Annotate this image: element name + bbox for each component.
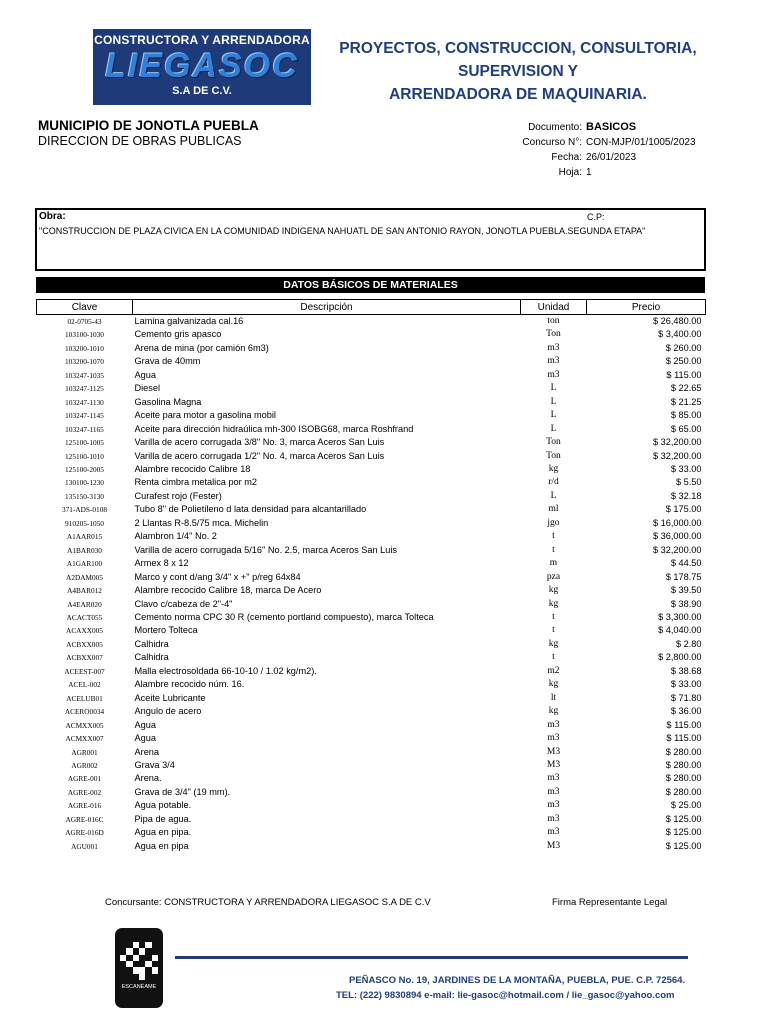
- cell-unidad: m3: [547, 356, 560, 367]
- cell-clave: AGRE-016D: [65, 828, 104, 838]
- cell-precio: $ 125.00: [665, 827, 702, 838]
- cell-unidad: jgo: [547, 517, 560, 528]
- cell-unidad: m3: [547, 719, 560, 730]
- cell-precio: $ 38.68: [670, 665, 702, 676]
- cell-precio: $ 280.00: [665, 746, 702, 757]
- company-headline: [318, 37, 718, 106]
- cell-clave: 103247-1165: [65, 424, 104, 434]
- cell-clave: ACMXX007: [65, 734, 104, 744]
- table-row: [37, 544, 706, 557]
- table-row: [37, 746, 706, 759]
- cell-precio: $ 39.50: [670, 585, 702, 596]
- cell-precio: $ 44.50: [670, 558, 702, 569]
- header-unidad: Unidad: [521, 300, 587, 315]
- cell-unidad: kg: [548, 679, 559, 690]
- cell-precio: $ 125.00: [665, 840, 702, 851]
- table-row: [37, 678, 706, 691]
- qr-code: [120, 942, 158, 980]
- cell-descripcion: Curafest rojo (Fester): [134, 490, 222, 501]
- cell-descripcion: Aceite Lubricante: [134, 692, 206, 703]
- cell-clave: A1GAR100: [66, 559, 103, 569]
- cell-unidad: m3: [547, 342, 560, 353]
- cell-descripcion: Alambre recocido Calibre 18, marca De Acero: [134, 585, 322, 596]
- cell-precio: $ 32.18: [670, 490, 702, 501]
- cell-clave: 135150-3130: [65, 491, 104, 501]
- cell-clave: AGR001: [71, 747, 98, 757]
- cell-clave: 125100-1005: [65, 438, 104, 448]
- cell-clave: ACACT055: [66, 612, 103, 622]
- table-row: [37, 705, 706, 718]
- concurso-label: Concurso N°:: [522, 137, 582, 148]
- table-row: [37, 369, 706, 382]
- cell-descripcion: Calhidra: [134, 652, 169, 663]
- cell-descripcion: Malla electrosoldada 66-10-10 / 1.02 kg/m2).: [134, 665, 317, 676]
- cell-clave: ACEEST-007: [64, 666, 105, 676]
- table-row: [37, 423, 706, 436]
- cell-descripcion: Cemento norma CPC 30 R (cemento portland compuesto), marca Tolteca: [134, 611, 434, 622]
- cell-descripcion: Arena de mina (por camión 6m3): [134, 342, 269, 353]
- table-row: [37, 450, 706, 463]
- table-row: [37, 651, 706, 664]
- cell-descripcion: Agua: [134, 733, 156, 744]
- concursante-line: Concursante: CONSTRUCTORA Y ARRENDADORA LIEGASOC S.A DE C.V: [105, 897, 431, 908]
- cell-unidad: L: [550, 423, 557, 434]
- fecha-label: Fecha:: [551, 152, 582, 163]
- cell-descripcion: Lamina galvanizada cal.16: [134, 316, 244, 326]
- cell-unidad: kg: [548, 585, 559, 596]
- cell-precio: $ 26,480.00: [652, 316, 702, 326]
- cell-clave: A4EAR020: [67, 599, 102, 609]
- table-row: [37, 476, 706, 489]
- cell-precio: $ 36,000.00: [652, 531, 702, 542]
- cell-precio: $ 65.00: [670, 423, 702, 434]
- cell-clave: AGRE-002: [67, 787, 102, 797]
- municipality-block: [38, 118, 259, 148]
- cell-unidad: ml: [548, 504, 559, 515]
- cell-unidad: m: [549, 558, 558, 569]
- cell-descripcion: Pipa de agua.: [134, 813, 192, 824]
- cell-unidad: t: [552, 652, 555, 663]
- cell-unidad: L: [550, 410, 557, 421]
- scan-me-label: ESCANÉAME: [121, 984, 157, 990]
- hoja-label: Hoja:: [558, 167, 582, 178]
- cell-precio: $ 250.00: [665, 356, 702, 367]
- headline-line3: ARRENDADORA DE MAQUINARIA.: [389, 86, 647, 103]
- cell-descripcion: Cemento gris apasco: [134, 329, 222, 340]
- table-header-row: [37, 300, 706, 315]
- cell-descripcion: Calhidra: [134, 638, 169, 649]
- documento-label: Documento:: [528, 122, 582, 133]
- cell-unidad: m3: [547, 813, 560, 824]
- cell-descripcion: 2 Llantas R-8.5/75 mca. Michelin: [134, 517, 269, 528]
- cell-clave: ACMXX005: [65, 720, 104, 730]
- cell-precio: $ 33.00: [670, 463, 702, 474]
- table-row: [37, 813, 706, 826]
- footer-address: PEÑASCO No. 19, JARDINES DE LA MONTAÑA, PUEBLA, PUE. C.P. 72564.: [349, 975, 686, 986]
- cell-unidad: L: [550, 490, 557, 501]
- table-row: [37, 490, 706, 503]
- cell-precio: $ 3,300.00: [658, 611, 702, 622]
- cell-precio: $ 2,800.00: [658, 652, 702, 663]
- materials-table: [36, 299, 706, 853]
- cell-precio: $ 125.00: [665, 813, 702, 824]
- table-row: [37, 638, 706, 651]
- cell-clave: ACBXX007: [66, 653, 103, 663]
- cell-precio: $ 5.50: [675, 477, 702, 488]
- cell-precio: $ 2.80: [675, 638, 702, 649]
- table-row: [37, 409, 706, 422]
- cell-descripcion: Arena: [134, 746, 160, 757]
- cell-clave: A1BAR030: [67, 545, 102, 555]
- cell-unidad: m3: [547, 369, 560, 380]
- cell-precio: $ 260.00: [665, 342, 702, 353]
- cell-unidad: m3: [547, 773, 560, 784]
- cell-precio: $ 21.25: [670, 396, 702, 407]
- header-precio: Precio: [587, 300, 706, 315]
- cell-precio: $ 4,040.00: [658, 625, 702, 636]
- logo-brand: LIEGASOC: [105, 47, 299, 85]
- logo-line1: CONSTRUCTORA Y ARRENDADORA: [94, 33, 310, 47]
- cell-precio: $ 32,200.00: [652, 544, 702, 555]
- cell-clave: 103100-1030: [65, 330, 104, 340]
- cell-precio: $ 280.00: [665, 786, 702, 797]
- header-descripcion: Descripción: [133, 300, 521, 315]
- table-row: [37, 786, 706, 799]
- cell-unidad: pza: [546, 571, 561, 582]
- cell-clave: A2DAM005: [66, 572, 103, 582]
- cell-descripcion: Gasolina Magna: [134, 396, 202, 407]
- cell-precio: $ 38.90: [670, 598, 702, 609]
- cell-descripcion: Clavo c/cabeza de 2"-4": [134, 598, 233, 609]
- cell-unidad: Ton: [546, 450, 561, 461]
- concurso-value: CON-MJP/01/1005/2023: [586, 137, 696, 148]
- cell-clave: ACELUB01: [66, 693, 103, 703]
- cell-unidad: m3: [547, 786, 560, 797]
- table-row: [37, 557, 706, 570]
- cell-clave: 103247-1035: [65, 370, 104, 380]
- cell-unidad: M3: [546, 759, 561, 770]
- table-row: [37, 517, 706, 530]
- table-row: [37, 799, 706, 812]
- fecha-value: 26/01/2023: [586, 152, 637, 163]
- obra-text: "CONSTRUCCION DE PLAZA CIVICA EN LA COMUNIDAD INDIGENA NAHUATL DE SAN ANTONIO RAYON, JONOTLA PUEBLA.SEGUNDA ETAPA": [39, 226, 646, 236]
- cell-unidad: kg: [548, 638, 559, 649]
- cell-precio: $ 32,200.00: [652, 437, 702, 448]
- cell-descripcion: Armex 8 x 12: [134, 558, 189, 569]
- firma-label: Firma Representante Legal: [552, 897, 668, 908]
- cell-unidad: Ton: [546, 329, 561, 340]
- cell-clave: ACEL-002: [68, 680, 101, 690]
- cell-clave: 125100-2005: [65, 464, 104, 474]
- cell-precio: $ 280.00: [665, 773, 702, 784]
- cell-unidad: r/d: [548, 477, 559, 488]
- table-row: [37, 571, 706, 584]
- cell-unidad: kg: [548, 598, 559, 609]
- headline-line1: PROYECTOS, CONSTRUCCION, CONSULTORIA,: [339, 40, 697, 57]
- cell-clave: 103200-1010: [65, 343, 104, 353]
- cell-unidad: t: [552, 625, 555, 636]
- cell-unidad: L: [550, 396, 557, 407]
- hoja-value: 1: [586, 167, 592, 178]
- cell-precio: $ 175.00: [665, 504, 702, 515]
- cell-unidad: kg: [548, 463, 559, 474]
- cell-descripcion: Agua: [134, 719, 156, 730]
- cell-clave: AGR002: [71, 760, 98, 770]
- table-row: [37, 598, 706, 611]
- obra-label: Obra:: [39, 211, 66, 222]
- cell-unidad: Ton: [546, 437, 561, 448]
- cell-clave: AGRE-001: [67, 774, 102, 784]
- documento-value: BASICOS: [586, 121, 637, 133]
- cell-unidad: t: [552, 544, 555, 555]
- cell-unidad: t: [552, 611, 555, 622]
- table-row: [37, 665, 706, 678]
- cell-descripcion: Grava de 40mm: [134, 356, 201, 367]
- municipality-dept: DIRECCION DE OBRAS PUBLICAS: [38, 134, 242, 148]
- cell-descripcion: Grava 3/4: [134, 759, 175, 770]
- table-row: [37, 732, 706, 745]
- cell-unidad: m3: [547, 827, 560, 838]
- cell-unidad: m3: [547, 733, 560, 744]
- cell-descripcion: Agua en pipa: [134, 840, 189, 851]
- cell-unidad: L: [550, 383, 557, 394]
- cell-precio: $ 178.75: [665, 571, 702, 582]
- cell-descripcion: Tubo 8" de Polietileno d lata densidad para alcantarillado: [134, 504, 367, 515]
- qr-phone: [115, 928, 163, 1008]
- table-row: [37, 624, 706, 637]
- table-row: [37, 328, 706, 341]
- cell-unidad: m2: [547, 665, 560, 676]
- cell-clave: ACBXX005: [66, 639, 103, 649]
- table-row: [37, 826, 706, 839]
- cell-clave: A4BAR012: [67, 586, 102, 596]
- cell-clave: 103247-1145: [65, 411, 104, 421]
- cp-label: C.P:: [587, 212, 605, 222]
- cell-clave: 125100-1010: [65, 451, 104, 461]
- cell-precio: $ 85.00: [670, 410, 702, 421]
- table-row: [37, 611, 706, 624]
- cell-descripcion: Grava de 3/4" (19 mm).: [134, 786, 231, 797]
- cell-descripcion: Diesel: [134, 383, 161, 394]
- cell-clave: 02-0705-43: [67, 317, 102, 326]
- headline-line2: SUPERVISION Y: [457, 63, 579, 80]
- cell-clave: 130100-1230: [65, 478, 104, 488]
- cell-unidad: t: [552, 531, 555, 542]
- obra-box: [35, 208, 706, 271]
- company-logo: [93, 29, 311, 105]
- cell-precio: $ 32,200.00: [652, 450, 702, 461]
- cell-clave: ACAXX005: [66, 626, 103, 636]
- cell-descripcion: Agua potable.: [134, 800, 192, 811]
- table-row: [37, 530, 706, 543]
- cell-precio: $ 115.00: [666, 719, 702, 730]
- cell-unidad: m3: [547, 800, 560, 811]
- table-row: [37, 584, 706, 597]
- cell-precio: $ 22.65: [670, 383, 702, 394]
- cell-clave: 103200-1070: [65, 357, 104, 367]
- cell-precio: $ 3,400.00: [658, 329, 702, 340]
- header-clave: Clave: [37, 300, 133, 315]
- cell-descripcion: Alambron 1/4" No. 2: [134, 531, 217, 542]
- cell-precio: $ 280.00: [665, 759, 702, 770]
- logo-line3: S.A DE C.V.: [172, 85, 232, 97]
- table-row: [37, 463, 706, 476]
- cell-clave: AGRE-016: [67, 801, 102, 811]
- cell-precio: $ 16,000.00: [652, 517, 702, 528]
- cell-descripcion: Marco y cont d/ang 3/4" x +" p/reg 64x84: [134, 571, 301, 582]
- cell-clave: ACERO0034: [64, 707, 105, 717]
- cell-clave: 371-ADS-0108: [62, 505, 107, 515]
- document-info: [470, 120, 696, 180]
- cell-descripcion: Agua en pipa.: [134, 827, 192, 838]
- cell-precio: $ 115.00: [666, 369, 702, 380]
- cell-unidad: M3: [546, 746, 561, 757]
- cell-descripcion: Alambre recocido Calibre 18: [134, 463, 251, 474]
- table-row: [37, 692, 706, 705]
- cell-precio: $ 33.00: [670, 679, 702, 690]
- cell-precio: $ 25.00: [670, 800, 702, 811]
- table-row: [37, 436, 706, 449]
- cell-clave: A1AAR015: [66, 532, 103, 542]
- cell-descripcion: Alambre recocido núm. 16.: [134, 679, 245, 690]
- cell-descripcion: Varilla de acero corrugada 5/16" No. 2.5, marca Aceros San Luis: [134, 544, 398, 555]
- table-row: [37, 759, 706, 772]
- table-row: [37, 503, 706, 516]
- table-row: [37, 355, 706, 368]
- cell-descripcion: Renta cimbra metalica por m2: [134, 477, 258, 488]
- cell-clave: 910205-1050: [65, 518, 104, 528]
- cell-descripcion: Angulo de acero: [134, 706, 202, 717]
- table-row: [37, 719, 706, 732]
- cell-precio: $ 71.80: [670, 692, 702, 703]
- footer-contact: TEL: (222) 9830894 e-mail: lie-gasoc@hotmail.com / lie_gasoc@yahoo.com: [336, 990, 675, 1001]
- cell-precio: $ 36.00: [670, 706, 702, 717]
- cell-unidad: M3: [546, 840, 561, 851]
- cell-unidad: ton: [547, 316, 560, 326]
- cell-clave: 103247-1125: [65, 384, 104, 394]
- table-row: [37, 396, 706, 409]
- table-row: [37, 840, 706, 853]
- table-row: [37, 315, 706, 329]
- table-row: [37, 382, 706, 395]
- cell-descripcion: Aceite para dirección hidraúlica mh-300 ISOBG68, marca Roshfrand: [134, 423, 414, 434]
- cell-descripcion: Agua: [134, 369, 156, 380]
- section-title: DATOS BÁSICOS DE MATERIALES: [36, 277, 705, 293]
- cell-clave: AGRE-016C: [65, 814, 104, 824]
- cell-clave: AGU001: [71, 841, 98, 851]
- cell-descripcion: Arena.: [134, 773, 162, 784]
- cell-precio: $ 115.00: [666, 733, 702, 744]
- table-row: [37, 342, 706, 355]
- cell-descripcion: Mortero Tolteca: [134, 625, 198, 636]
- cell-descripcion: Varilla de acero corrugada 3/8" No. 3, marca Aceros San Luis: [134, 437, 385, 448]
- municipality-name: MUNICIPIO DE JONOTLA PUEBLA: [38, 118, 259, 133]
- table-row: [37, 772, 706, 785]
- cell-descripcion: Varilla de acero corrugada 1/2" No. 4, marca Aceros San Luis: [134, 450, 385, 461]
- footer-divider: [175, 956, 688, 959]
- cell-clave: 103247-1130: [65, 397, 104, 407]
- cell-descripcion: Aceite para motor a gasolina mobil: [134, 410, 276, 421]
- cell-unidad: kg: [548, 706, 559, 717]
- cell-unidad: lt: [550, 692, 557, 703]
